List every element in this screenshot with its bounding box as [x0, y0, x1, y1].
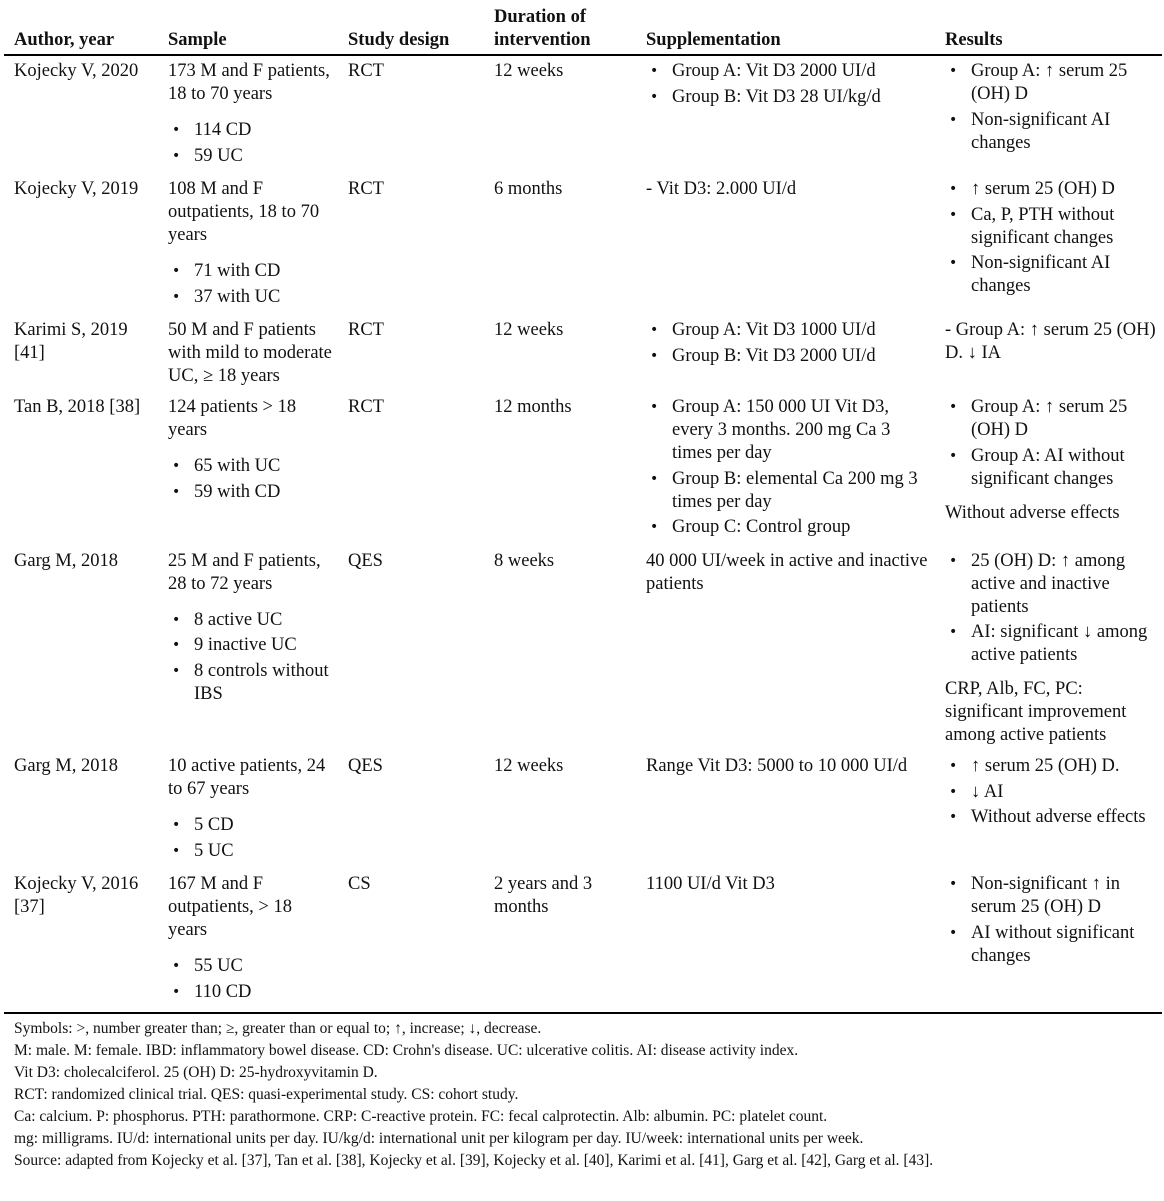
footnote-line: Symbols: >, number greater than; ≥, greater than or equal to; ↑, increase; ↓, decrease. — [14, 1020, 542, 1037]
table-row — [4, 55, 1162, 174]
cell-supplementation — [636, 751, 939, 869]
sample-text: 25 M and F patients, 28 to 72 years — [168, 550, 321, 594]
cell-duration: 12 weeks — [494, 756, 564, 776]
cell-supplementation — [636, 55, 939, 174]
table-row — [4, 315, 1162, 392]
supplementation-list-item: • Group A: Vit D3 2000 UI/d — [646, 60, 933, 83]
header-author: Author, year — [4, 0, 158, 55]
supplementation-list-item: • Group B: Vit D3 2000 UI/d — [646, 345, 933, 368]
sample-list-item: • 5 UC — [168, 840, 332, 863]
cell-sample — [158, 751, 338, 869]
results-list — [945, 178, 1156, 298]
sample-text: 173 M and F patients, 18 to 70 years — [168, 61, 330, 104]
cell-duration: 8 weeks — [494, 550, 555, 571]
cell-results — [939, 315, 1162, 392]
footnote-line: M: male. M: female. IBD: inflammatory bowel disease. CD: Crohn's disease. UC: ulcerative colitis. AI: disease activity index. — [14, 1042, 799, 1059]
cell-sample — [158, 174, 338, 315]
table-row — [4, 174, 1162, 315]
header-results: Results — [939, 0, 1162, 55]
sample-list-item: • 37 with UC — [168, 286, 332, 309]
cell-supplementation — [636, 315, 939, 392]
cell-study-design: QES — [348, 756, 383, 776]
results-list — [945, 396, 1156, 491]
supplementation-text: 1100 UI/d Vit D3 — [646, 874, 775, 894]
results-list — [945, 755, 1156, 829]
studies-table — [4, 0, 1162, 1014]
sample-list-item: • 110 CD — [168, 981, 332, 1004]
cell-duration: 12 weeks — [494, 61, 564, 81]
header-duration: Duration of intervention — [484, 0, 636, 55]
cell-duration: 2 years and 3 months — [484, 869, 636, 1013]
sample-text: 124 patients > 18 years — [168, 397, 297, 440]
sample-list-item: • 9 inactive UC — [168, 634, 332, 657]
supplementation-text: - Vit D3: 2.000 UI/d — [646, 179, 797, 199]
cell-sample — [158, 55, 338, 174]
supplementation-list-item: • Group A: Vit D3 1000 UI/d — [646, 319, 933, 342]
cell-study-design: RCT — [348, 397, 384, 417]
table-row — [4, 392, 1162, 546]
footnote-line: mg: milligrams. IU/d: international units per day. IU/kg/d: international unit per kilogram per day. IU/week: international units per week. — [14, 1130, 864, 1147]
footnote-line: RCT: randomized clinical trial. QES: quasi-experimental study. CS: cohort study. — [14, 1086, 519, 1103]
cell-author: Kojecky V, 2016 [37] — [4, 869, 158, 1013]
sample-list — [168, 119, 332, 168]
supplementation-list — [646, 396, 933, 539]
results-list-item: • ↑ serum 25 (OH) D — [945, 178, 1156, 201]
supplementation-list-item: • Group B: elemental Ca 200 mg 3 times per day — [646, 468, 933, 514]
studies-table-document — [4, 0, 1162, 1172]
results-extra-text: CRP, Alb, FC, PC: significant improvement among active patients — [945, 679, 1127, 745]
supplementation-text: Range Vit D3: 5000 to 10 000 UI/d — [646, 756, 908, 776]
cell-sample — [158, 392, 338, 546]
footnote-line: Vit D3: cholecalciferol. 25 (OH) D: 25-hydroxyvitamin D. — [14, 1064, 378, 1081]
cell-study-design: RCT — [348, 179, 384, 199]
header-supplementation: Supplementation — [636, 0, 939, 55]
sample-list-item: • 55 UC — [168, 955, 332, 978]
results-list-item: • Ca, P, PTH without significant changes — [945, 204, 1156, 250]
table-row — [4, 869, 1162, 1013]
table-footnotes — [4, 1014, 1162, 1172]
header-design: Study design — [338, 0, 484, 55]
sample-text: 10 active patients, 24 to 67 years — [168, 756, 326, 799]
table-row — [4, 546, 1162, 752]
sample-list — [168, 955, 332, 1004]
cell-author: Kojecky V, 2020 — [14, 61, 139, 81]
results-extra-text: Without adverse effects — [945, 502, 1120, 523]
sample-list-item: • 71 with CD — [168, 260, 332, 283]
cell-author: Garg M, 2018 — [14, 550, 118, 571]
results-list — [945, 550, 1156, 668]
results-list-item: • Non-significant AI changes — [945, 252, 1156, 298]
cell-supplementation — [636, 174, 939, 315]
sample-list-item: • 59 UC — [168, 145, 332, 168]
results-list-item: • 25 (OH) D: ↑ among active and inactive patients — [945, 550, 1156, 619]
sample-list — [168, 814, 332, 863]
cell-study-design: CS — [338, 869, 484, 1013]
results-list-item: • Without adverse effects — [945, 806, 1156, 829]
supplementation-list — [646, 60, 933, 109]
results-text: - Group A: ↑ serum 25 (OH) D. ↓ IA — [945, 320, 1156, 363]
cell-author: Tan B, 2018 [38] — [14, 397, 141, 417]
supplementation-list-item: • Group C: Control group — [646, 516, 933, 539]
table-row — [4, 751, 1162, 869]
cell-results — [939, 392, 1162, 546]
cell-study-design: RCT — [348, 61, 384, 81]
sample-list-item: • 5 CD — [168, 814, 332, 837]
supplementation-list-item: • Group B: Vit D3 28 UI/kg/d — [646, 86, 933, 109]
supplementation-text: 40 000 UI/week in active and inactive patients — [646, 550, 928, 594]
cell-sample — [158, 869, 338, 1013]
sample-list-item: • 8 active UC — [168, 609, 332, 632]
cell-results — [939, 174, 1162, 315]
cell-results — [939, 546, 1162, 752]
results-list-item: • Group A: ↑ serum 25 (OH) D — [945, 396, 1156, 442]
cell-author: Garg M, 2018 — [14, 756, 118, 776]
footnote-line: Source: adapted from Kojecky et al. [37], Tan et al. [38], Kojecky et al. [39], Kojecky et al. [40], Karimi et al. [41], Garg et al. [42], Garg et al. [43]. — [14, 1152, 934, 1169]
sample-list — [168, 260, 332, 309]
sample-text: 50 M and F patients with mild to moderate UC, ≥ 18 years — [168, 320, 332, 386]
results-list — [945, 60, 1156, 155]
sample-list-item: • 59 with CD — [168, 481, 332, 504]
sample-list — [168, 609, 332, 706]
cell-supplementation — [636, 869, 939, 1013]
results-list-item: • Group A: AI without significant changes — [945, 445, 1156, 491]
supplementation-list — [646, 319, 933, 368]
cell-sample — [158, 315, 338, 392]
cell-author: Kojecky V, 2019 — [14, 179, 139, 199]
sample-list-item: • 65 with UC — [168, 455, 332, 478]
results-list-item: • Non-significant ↑ in serum 25 (OH) D — [945, 873, 1156, 919]
table-header-row — [4, 0, 1162, 55]
header-sample: Sample — [158, 0, 338, 55]
results-list-item: • Group A: ↑ serum 25 (OH) D — [945, 60, 1156, 106]
cell-study-design: RCT — [348, 320, 384, 340]
cell-duration: 6 months — [494, 179, 563, 199]
results-list-item: • ↑ serum 25 (OH) D. — [945, 755, 1156, 778]
results-list — [945, 873, 1156, 968]
results-list-item: • AI without significant changes — [945, 922, 1156, 968]
sample-list-item: • 114 CD — [168, 119, 332, 142]
sample-list — [168, 455, 332, 504]
cell-results — [939, 55, 1162, 174]
cell-supplementation — [636, 392, 939, 546]
sample-text: 167 M and F outpatients, > 18 years — [168, 874, 292, 940]
results-list-item: • ↓ AI — [945, 781, 1156, 804]
cell-results — [939, 751, 1162, 869]
footnote-line: Ca: calcium. P: phosphorus. PTH: parathormone. CRP: C-reactive protein. FC: fecal calprotectin. Alb: albumin. PC: platelet count. — [14, 1108, 828, 1125]
results-list-item: • Non-significant AI changes — [945, 109, 1156, 155]
cell-author: Karimi S, 2019 [41] — [14, 320, 128, 363]
results-list-item: • AI: significant ↓ among active patients — [945, 621, 1156, 667]
sample-text: 108 M and F outpatients, 18 to 70 years — [168, 179, 320, 245]
cell-sample — [158, 546, 338, 752]
cell-results — [939, 869, 1162, 1013]
sample-list-item: • 8 controls without IBS — [168, 660, 332, 706]
cell-supplementation — [636, 546, 939, 752]
cell-study-design: QES — [348, 550, 383, 571]
table-body — [4, 55, 1162, 1013]
supplementation-list-item: • Group A: 150 000 UI Vit D3, every 3 months. 200 mg Ca 3 times per day — [646, 396, 933, 465]
cell-duration: 12 months — [494, 397, 572, 417]
cell-duration: 12 weeks — [494, 320, 564, 340]
